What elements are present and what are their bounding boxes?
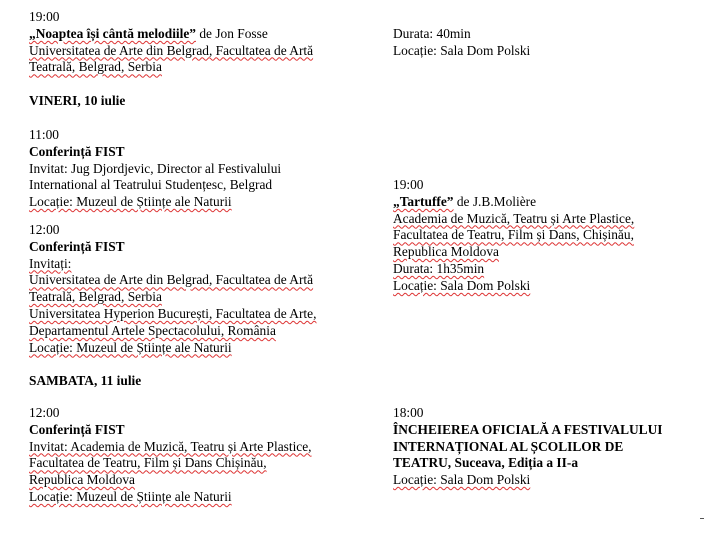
event-detail: Teatrală, Belgrad, Serbia (29, 59, 162, 75)
event-title-line (29, 26, 369, 43)
event-detail: Republica Moldova (29, 472, 135, 488)
event-time: 19:00 (393, 177, 424, 192)
event-title: Conferință FIST (29, 143, 125, 159)
event-author: de J.B.Molière (453, 193, 537, 209)
event-detail: Invitați: (29, 255, 72, 271)
event-title: TEATRU, Suceava, Ediția a II-a (393, 455, 579, 471)
event-location: Locație: Sala Dom Polski (393, 277, 531, 293)
event-noaptea (29, 9, 369, 76)
event-detail: Academia de Muzică, Teatru și Arte Plastice, (393, 210, 635, 226)
event-location: Locație: Sala Dom Polski (393, 42, 531, 58)
event-detail: Facultatea de Teatru, Film și Dans Chișinău, (29, 455, 267, 471)
event-detail: Universitatea Hyperion București, Facultatea de Arte, (29, 305, 317, 321)
event-title: INTERNAȚIONAL AL ȘCOLILOR DE (393, 438, 624, 454)
day-heading (29, 93, 369, 110)
event-noaptea-meta (393, 26, 693, 60)
event-time: 12:00 (29, 222, 60, 237)
event-detail: Invitat: Jug Djordjevic, Director al Festivalului (29, 160, 282, 176)
event-detail: Departamentul Artele Spectacolului, România (29, 322, 276, 338)
event-duration: Durata: 1h35min (393, 260, 485, 276)
event-detail: Republica Moldova (393, 244, 499, 260)
event-time: 18:00 (393, 405, 424, 420)
event-location: Locație: Sala Dom Polski (393, 472, 531, 488)
event-title: Conferință FIST (29, 421, 125, 437)
event-detail: Facultatea de Teatru, Film și Dans, Chișinău, (393, 227, 634, 243)
day-heading-sambata: SAMBATA, 11 iulie (29, 373, 142, 388)
event-detail: Teatrală, Belgrad, Serbia (29, 289, 162, 305)
event-location: Locație: Muzeul de Științe ale Naturii (29, 488, 232, 504)
event-title-line (393, 194, 693, 211)
page-corner-mark (700, 518, 704, 519)
event-conf1 (29, 127, 369, 211)
event-title: ÎNCHEIEREA OFICIALĂ A FESTIVALULUI (393, 421, 663, 437)
event-detail: International al Teatrului Studențesc, Belgrad (29, 177, 273, 193)
event-title: „Noaptea își cântă melodiile” (29, 25, 196, 41)
event-conf3 (29, 405, 369, 506)
event-duration: Durata: 40min (393, 26, 471, 41)
day-heading-vineri: VINERI, 10 iulie (29, 93, 126, 108)
event-location: Locație: Muzeul de Științe ale Naturii (29, 194, 232, 210)
event-author: de Jon Fosse (196, 25, 268, 41)
day-heading (29, 373, 369, 390)
event-tartuffe (393, 177, 693, 295)
event-detail: Universitatea de Arte din Belgrad, Facultatea de Artă (29, 272, 314, 288)
event-detail: Universitatea de Arte din Belgrad, Facultatea de Artă (29, 42, 314, 58)
event-title: Conferință FIST (29, 238, 125, 254)
event-location: Locație: Muzeul de Științe ale Naturii (29, 339, 232, 355)
event-conf2 (29, 222, 369, 356)
event-detail: Invitat: Academia de Muzică, Teatru și Arte Plastice, (29, 438, 312, 454)
event-time: 19:00 (29, 9, 60, 24)
event-closing (393, 405, 693, 489)
event-time: 12:00 (29, 405, 60, 420)
event-title: „Tartuffe” (393, 193, 454, 209)
event-time: 11:00 (29, 127, 60, 142)
